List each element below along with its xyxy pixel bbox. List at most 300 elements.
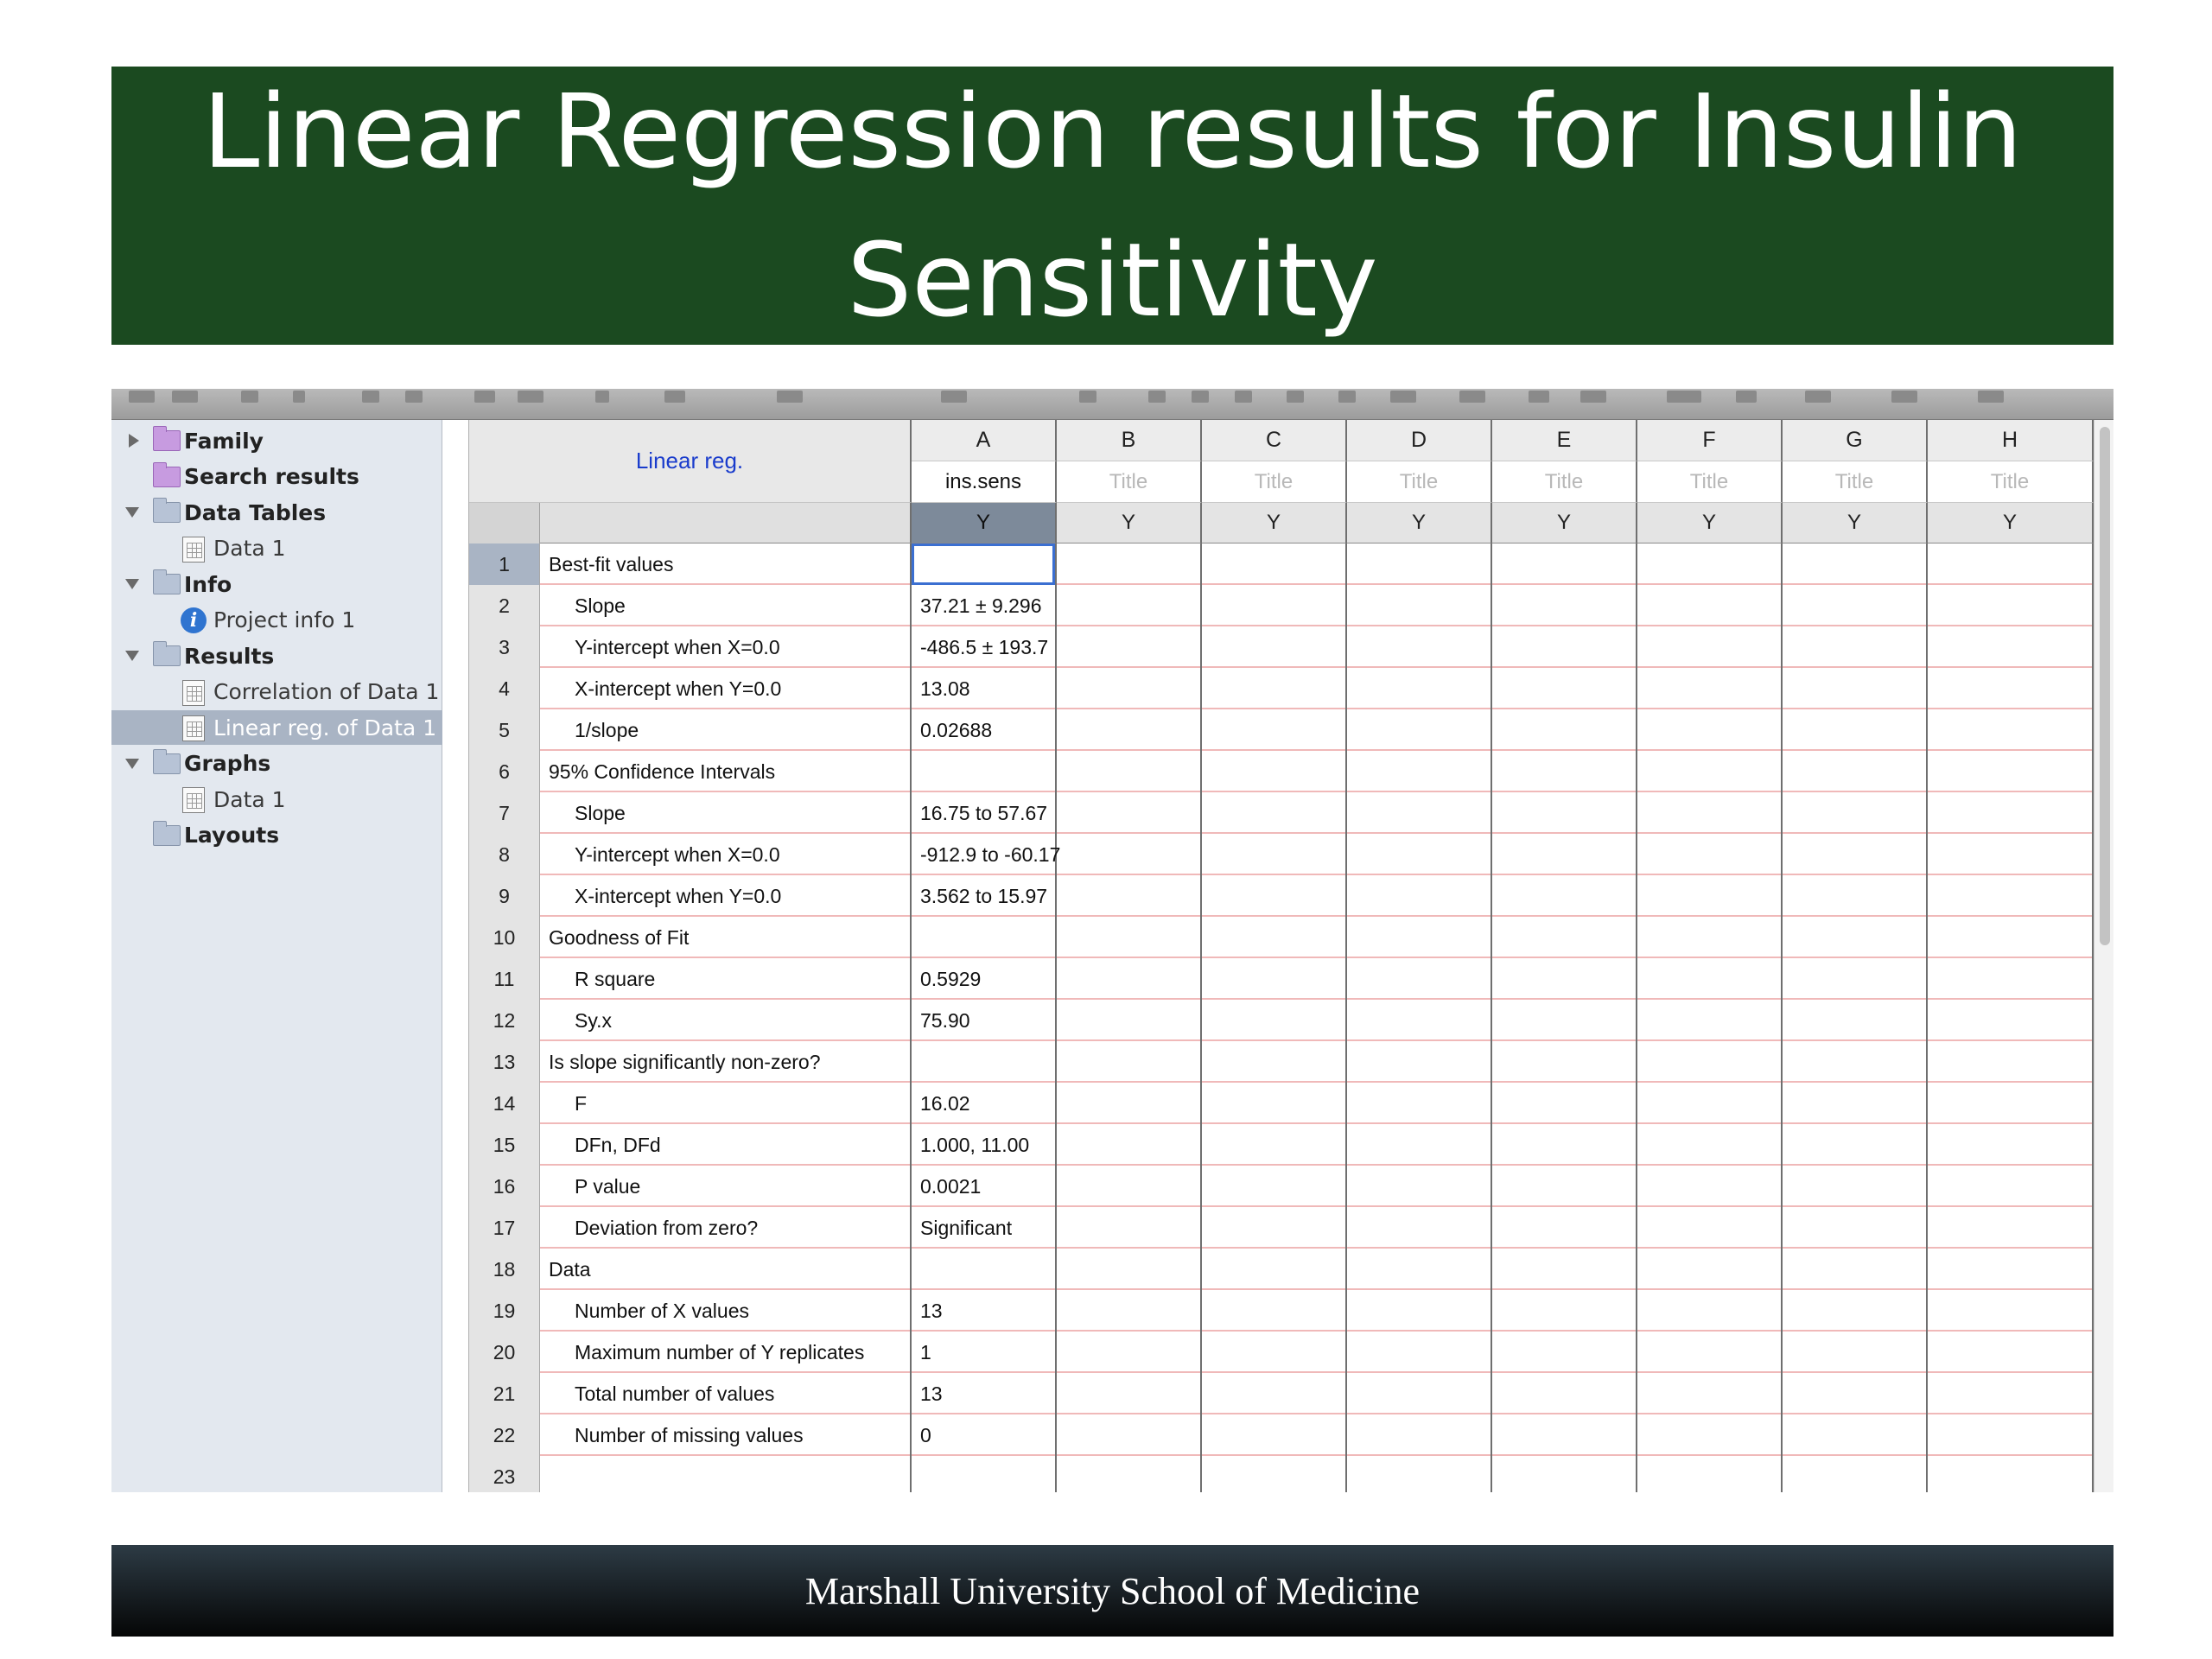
cell-h[interactable] [1928, 1332, 2094, 1373]
row-label[interactable]: 1/slope [540, 709, 912, 751]
cell-g[interactable] [1783, 1166, 1928, 1207]
cell-c[interactable] [1202, 792, 1347, 834]
cell-a[interactable]: 0 [912, 1414, 1057, 1456]
toolbar-button-icon[interactable] [1736, 391, 1757, 403]
toolbar-button-icon[interactable] [362, 391, 379, 403]
cell-g[interactable] [1783, 958, 1928, 1000]
cell-e[interactable] [1492, 1166, 1637, 1207]
cell-g[interactable] [1783, 1249, 1928, 1290]
cell-h[interactable] [1928, 1207, 2094, 1249]
cell-d[interactable] [1347, 585, 1492, 626]
cell-g[interactable] [1783, 1124, 1928, 1166]
cell-f[interactable] [1637, 1290, 1783, 1332]
cell-f[interactable] [1637, 585, 1783, 626]
cell-d[interactable] [1347, 792, 1492, 834]
cell-d[interactable] [1347, 875, 1492, 917]
row-label[interactable]: Sy.x [540, 1000, 912, 1041]
toolbar-button-icon[interactable] [405, 391, 423, 403]
cell-g[interactable] [1783, 834, 1928, 875]
row-label[interactable]: Deviation from zero? [540, 1207, 912, 1249]
cell-g[interactable] [1783, 1373, 1928, 1414]
cell-c[interactable] [1202, 1290, 1347, 1332]
cell-h[interactable] [1928, 1456, 2094, 1492]
toolbar-button-icon[interactable] [293, 391, 305, 403]
column-header-c[interactable]: C [1202, 420, 1347, 461]
cell-e[interactable] [1492, 1414, 1637, 1456]
column-title-f[interactable]: Title [1637, 461, 1783, 503]
nav-item-correlation-of-data-1[interactable] [111, 675, 442, 709]
cell-b[interactable] [1057, 1373, 1202, 1414]
cell-b[interactable] [1057, 751, 1202, 792]
cell-f[interactable] [1637, 751, 1783, 792]
cell-d[interactable] [1347, 626, 1492, 668]
cell-d[interactable] [1347, 1207, 1492, 1249]
row-label[interactable]: Goodness of Fit [540, 917, 912, 958]
toolbar-button-icon[interactable] [1235, 391, 1252, 403]
cell-a[interactable]: 0.5929 [912, 958, 1057, 1000]
row-label[interactable]: Is slope significantly non-zero? [540, 1041, 912, 1083]
cell-f[interactable] [1637, 1041, 1783, 1083]
cell-d[interactable] [1347, 958, 1492, 1000]
cell-e[interactable] [1492, 958, 1637, 1000]
cell-c[interactable] [1202, 543, 1347, 585]
nav-item-graphs[interactable] [111, 747, 442, 781]
toolbar-button-icon[interactable] [1148, 391, 1166, 403]
cell-f[interactable] [1637, 1414, 1783, 1456]
cell-h[interactable] [1928, 917, 2094, 958]
row-label[interactable]: X-intercept when Y=0.0 [540, 875, 912, 917]
vertical-scrollbar[interactable] [2094, 420, 2113, 1492]
cell-g[interactable] [1783, 792, 1928, 834]
disclosure-open-icon[interactable] [125, 579, 139, 589]
nav-item-project-info-1[interactable] [111, 603, 442, 638]
row-number[interactable]: 11 [469, 958, 540, 1000]
column-title-a[interactable]: ins.sens [912, 461, 1057, 503]
row-number[interactable]: 15 [469, 1124, 540, 1166]
column-subheader-f[interactable]: Y [1637, 503, 1783, 543]
cell-b[interactable] [1057, 543, 1202, 585]
column-subheader-d[interactable]: Y [1347, 503, 1492, 543]
row-label[interactable]: Maximum number of Y replicates [540, 1332, 912, 1373]
cell-h[interactable] [1928, 751, 2094, 792]
cell-d[interactable] [1347, 668, 1492, 709]
cell-a[interactable]: 1 [912, 1332, 1057, 1373]
toolbar-button-icon[interactable] [129, 391, 155, 403]
cell-d[interactable] [1347, 709, 1492, 751]
cell-e[interactable] [1492, 917, 1637, 958]
cell-g[interactable] [1783, 626, 1928, 668]
cell-h[interactable] [1928, 792, 2094, 834]
column-header-h[interactable]: H [1928, 420, 2094, 461]
cell-c[interactable] [1202, 1249, 1347, 1290]
column-header-g[interactable]: G [1783, 420, 1928, 461]
cell-g[interactable] [1783, 1414, 1928, 1456]
row-number[interactable]: 14 [469, 1083, 540, 1124]
cell-h[interactable] [1928, 709, 2094, 751]
row-label[interactable]: Best-fit values [540, 543, 912, 585]
cell-g[interactable] [1783, 1332, 1928, 1373]
column-title-d[interactable]: Title [1347, 461, 1492, 503]
cell-b[interactable] [1057, 1000, 1202, 1041]
row-number[interactable]: 3 [469, 626, 540, 668]
cell-e[interactable] [1492, 1373, 1637, 1414]
row-label[interactable]: P value [540, 1166, 912, 1207]
cell-e[interactable] [1492, 1000, 1637, 1041]
cell-d[interactable] [1347, 751, 1492, 792]
cell-a[interactable]: -912.9 to -60.17 [912, 834, 1057, 875]
cell-e[interactable] [1492, 875, 1637, 917]
cell-b[interactable] [1057, 1083, 1202, 1124]
toolbar-button-icon[interactable] [1459, 391, 1485, 403]
cell-f[interactable] [1637, 1332, 1783, 1373]
cell-c[interactable] [1202, 585, 1347, 626]
row-label[interactable]: Slope [540, 585, 912, 626]
toolbar-button-icon[interactable] [664, 391, 685, 403]
row-label[interactable]: Data [540, 1249, 912, 1290]
cell-e[interactable] [1492, 668, 1637, 709]
row-label[interactable]: F [540, 1083, 912, 1124]
cell-f[interactable] [1637, 1166, 1783, 1207]
row-number[interactable]: 13 [469, 1041, 540, 1083]
cell-h[interactable] [1928, 1373, 2094, 1414]
cell-d[interactable] [1347, 1332, 1492, 1373]
row-label[interactable] [540, 1456, 912, 1492]
cell-a[interactable]: 13.08 [912, 668, 1057, 709]
toolbar-button-icon[interactable] [241, 391, 258, 403]
cell-h[interactable] [1928, 1290, 2094, 1332]
cell-g[interactable] [1783, 1000, 1928, 1041]
toolbar-button-icon[interactable] [1891, 391, 1917, 403]
column-header-a[interactable]: A [912, 420, 1057, 461]
cell-a[interactable]: 0.0021 [912, 1166, 1057, 1207]
cell-e[interactable] [1492, 709, 1637, 751]
cell-d[interactable] [1347, 1290, 1492, 1332]
column-subheader-a[interactable]: Y [912, 503, 1057, 543]
cell-a[interactable]: -486.5 ± 193.7 [912, 626, 1057, 668]
toolbar-button-icon[interactable] [1667, 391, 1701, 403]
row-number[interactable]: 22 [469, 1414, 540, 1456]
column-subheader-b[interactable]: Y [1057, 503, 1202, 543]
row-number[interactable]: 1 [469, 543, 540, 585]
cell-f[interactable] [1637, 1373, 1783, 1414]
column-subheader-g[interactable]: Y [1783, 503, 1928, 543]
cell-e[interactable] [1492, 751, 1637, 792]
cell-f[interactable] [1637, 792, 1783, 834]
row-label[interactable]: Total number of values [540, 1373, 912, 1414]
cell-h[interactable] [1928, 1000, 2094, 1041]
cell-h[interactable] [1928, 1124, 2094, 1166]
toolbar-button-icon[interactable] [474, 391, 495, 403]
row-label[interactable]: R square [540, 958, 912, 1000]
row-number[interactable]: 6 [469, 751, 540, 792]
cell-b[interactable] [1057, 626, 1202, 668]
cell-c[interactable] [1202, 1000, 1347, 1041]
nav-item-results[interactable] [111, 639, 442, 673]
cell-e[interactable] [1492, 1083, 1637, 1124]
cell-a[interactable] [912, 1249, 1057, 1290]
cell-b[interactable] [1057, 1414, 1202, 1456]
cell-b[interactable] [1057, 585, 1202, 626]
cell-h[interactable] [1928, 585, 2094, 626]
cell-d[interactable] [1347, 1000, 1492, 1041]
cell-g[interactable] [1783, 709, 1928, 751]
cell-f[interactable] [1637, 958, 1783, 1000]
row-number[interactable]: 7 [469, 792, 540, 834]
nav-item-family[interactable] [111, 423, 442, 458]
scrollbar-thumb[interactable] [2100, 427, 2110, 945]
toolbar-button-icon[interactable] [941, 391, 967, 403]
cell-e[interactable] [1492, 834, 1637, 875]
cell-f[interactable] [1637, 1456, 1783, 1492]
cell-d[interactable] [1347, 1414, 1492, 1456]
cell-f[interactable] [1637, 1124, 1783, 1166]
cell-h[interactable] [1928, 958, 2094, 1000]
cell-d[interactable] [1347, 1166, 1492, 1207]
row-number[interactable]: 23 [469, 1456, 540, 1492]
cell-c[interactable] [1202, 709, 1347, 751]
column-header-f[interactable]: F [1637, 420, 1783, 461]
cell-e[interactable] [1492, 585, 1637, 626]
cell-c[interactable] [1202, 1083, 1347, 1124]
row-number[interactable]: 10 [469, 917, 540, 958]
cell-b[interactable] [1057, 1249, 1202, 1290]
row-number[interactable]: 19 [469, 1290, 540, 1332]
cell-f[interactable] [1637, 543, 1783, 585]
cell-f[interactable] [1637, 917, 1783, 958]
row-number[interactable]: 21 [469, 1373, 540, 1414]
cell-e[interactable] [1492, 792, 1637, 834]
nav-item-info[interactable] [111, 567, 442, 601]
cell-c[interactable] [1202, 1166, 1347, 1207]
cell-f[interactable] [1637, 626, 1783, 668]
cell-g[interactable] [1783, 917, 1928, 958]
disclosure-closed-icon[interactable] [129, 434, 139, 448]
row-number[interactable]: 4 [469, 668, 540, 709]
cell-c[interactable] [1202, 1041, 1347, 1083]
cell-e[interactable] [1492, 626, 1637, 668]
cell-c[interactable] [1202, 1124, 1347, 1166]
cell-b[interactable] [1057, 709, 1202, 751]
row-label[interactable]: Y-intercept when X=0.0 [540, 626, 912, 668]
nav-item-layouts[interactable] [111, 818, 442, 853]
cell-b[interactable] [1057, 958, 1202, 1000]
column-subheader-e[interactable]: Y [1492, 503, 1637, 543]
row-number[interactable]: 8 [469, 834, 540, 875]
toolbar-button-icon[interactable] [1529, 391, 1549, 403]
cell-c[interactable] [1202, 1207, 1347, 1249]
cell-c[interactable] [1202, 668, 1347, 709]
column-header-e[interactable]: E [1492, 420, 1637, 461]
cell-h[interactable] [1928, 543, 2094, 585]
cell-a[interactable] [912, 1456, 1057, 1492]
cell-f[interactable] [1637, 1000, 1783, 1041]
cell-d[interactable] [1347, 834, 1492, 875]
toolbar-button-icon[interactable] [1338, 391, 1356, 403]
column-header-b[interactable]: B [1057, 420, 1202, 461]
cell-a[interactable]: 16.75 to 57.67 [912, 792, 1057, 834]
cell-f[interactable] [1637, 1249, 1783, 1290]
cell-c[interactable] [1202, 875, 1347, 917]
cell-g[interactable] [1783, 1456, 1928, 1492]
toolbar-button-icon[interactable] [1287, 391, 1304, 403]
cell-a[interactable]: 16.02 [912, 1083, 1057, 1124]
cell-c[interactable] [1202, 1456, 1347, 1492]
cell-g[interactable] [1783, 1041, 1928, 1083]
row-number[interactable]: 5 [469, 709, 540, 751]
nav-item-linear-reg-of-data-1[interactable] [111, 710, 442, 745]
cell-d[interactable] [1347, 543, 1492, 585]
cell-b[interactable] [1057, 1124, 1202, 1166]
cell-d[interactable] [1347, 1456, 1492, 1492]
cell-f[interactable] [1637, 834, 1783, 875]
cell-g[interactable] [1783, 1290, 1928, 1332]
cell-a[interactable]: 75.90 [912, 1000, 1057, 1041]
row-label[interactable]: Slope [540, 792, 912, 834]
cell-d[interactable] [1347, 1083, 1492, 1124]
toolbar-button-icon[interactable] [1805, 391, 1831, 403]
cell-b[interactable] [1057, 1290, 1202, 1332]
cell-a[interactable]: 37.21 ± 9.296 [912, 585, 1057, 626]
cell-b[interactable] [1057, 917, 1202, 958]
cell-h[interactable] [1928, 1166, 2094, 1207]
cell-h[interactable] [1928, 1083, 2094, 1124]
cell-d[interactable] [1347, 1041, 1492, 1083]
column-title-h[interactable]: Title [1928, 461, 2094, 503]
cell-f[interactable] [1637, 1207, 1783, 1249]
cell-b[interactable] [1057, 1332, 1202, 1373]
cell-f[interactable] [1637, 1083, 1783, 1124]
cell-c[interactable] [1202, 958, 1347, 1000]
cell-a[interactable] [912, 917, 1057, 958]
column-header-d[interactable]: D [1347, 420, 1492, 461]
cell-h[interactable] [1928, 1249, 2094, 1290]
cell-g[interactable] [1783, 668, 1928, 709]
cell-b[interactable] [1057, 1041, 1202, 1083]
cell-c[interactable] [1202, 1332, 1347, 1373]
cell-c[interactable] [1202, 751, 1347, 792]
cell-c[interactable] [1202, 1373, 1347, 1414]
cell-b[interactable] [1057, 1456, 1202, 1492]
cell-c[interactable] [1202, 1414, 1347, 1456]
cell-b[interactable] [1057, 792, 1202, 834]
cell-b[interactable] [1057, 834, 1202, 875]
cell-b[interactable] [1057, 1207, 1202, 1249]
cell-g[interactable] [1783, 585, 1928, 626]
toolbar-button-icon[interactable] [1978, 391, 2004, 403]
disclosure-open-icon[interactable] [125, 759, 139, 769]
column-subheader-c[interactable]: Y [1202, 503, 1347, 543]
cell-e[interactable] [1492, 1207, 1637, 1249]
cell-a[interactable]: Significant [912, 1207, 1057, 1249]
cell-b[interactable] [1057, 668, 1202, 709]
cell-d[interactable] [1347, 1373, 1492, 1414]
cell-a[interactable]: 1.000, 11.00 [912, 1124, 1057, 1166]
column-title-b[interactable]: Title [1057, 461, 1202, 503]
cell-d[interactable] [1347, 917, 1492, 958]
toolbar-button-icon[interactable] [1390, 391, 1416, 403]
row-label[interactable]: Number of missing values [540, 1414, 912, 1456]
cell-e[interactable] [1492, 1124, 1637, 1166]
cell-f[interactable] [1637, 875, 1783, 917]
row-label[interactable]: 95% Confidence Intervals [540, 751, 912, 792]
row-label[interactable]: Number of X values [540, 1290, 912, 1332]
nav-item-data-1[interactable] [111, 782, 442, 817]
row-number[interactable]: 18 [469, 1249, 540, 1290]
cell-h[interactable] [1928, 875, 2094, 917]
toolbar-button-icon[interactable] [518, 391, 543, 403]
cell-e[interactable] [1492, 543, 1637, 585]
cell-c[interactable] [1202, 917, 1347, 958]
toolbar-button-icon[interactable] [1580, 391, 1606, 403]
cell-d[interactable] [1347, 1249, 1492, 1290]
cell-e[interactable] [1492, 1249, 1637, 1290]
cell-b[interactable] [1057, 1166, 1202, 1207]
cell-e[interactable] [1492, 1290, 1637, 1332]
cell-b[interactable] [1057, 875, 1202, 917]
nav-item-data-tables[interactable] [111, 495, 442, 530]
toolbar-button-icon[interactable] [1079, 391, 1096, 403]
column-title-g[interactable]: Title [1783, 461, 1928, 503]
nav-item-data-1[interactable] [111, 531, 442, 566]
cell-h[interactable] [1928, 834, 2094, 875]
cell-h[interactable] [1928, 1041, 2094, 1083]
toolbar-button-icon[interactable] [1192, 391, 1209, 403]
cell-e[interactable] [1492, 1456, 1637, 1492]
row-number[interactable]: 12 [469, 1000, 540, 1041]
cell-h[interactable] [1928, 1414, 2094, 1456]
cell-a[interactable]: 0.02688 [912, 709, 1057, 751]
row-number[interactable]: 9 [469, 875, 540, 917]
cell-c[interactable] [1202, 834, 1347, 875]
toolbar-button-icon[interactable] [777, 391, 803, 403]
disclosure-open-icon[interactable] [125, 507, 139, 518]
column-title-e[interactable]: Title [1492, 461, 1637, 503]
row-label[interactable]: DFn, DFd [540, 1124, 912, 1166]
cell-a[interactable]: 3.562 to 15.97 [912, 875, 1057, 917]
cell-a[interactable] [912, 751, 1057, 792]
cell-c[interactable] [1202, 626, 1347, 668]
cell-a[interactable] [912, 1041, 1057, 1083]
row-number[interactable]: 20 [469, 1332, 540, 1373]
cell-a[interactable]: 13 [912, 1290, 1057, 1332]
row-number[interactable]: 16 [469, 1166, 540, 1207]
cell-a[interactable]: 13 [912, 1373, 1057, 1414]
nav-item-search-results[interactable] [111, 460, 442, 494]
analysis-title[interactable]: Linear reg. [635, 448, 744, 474]
cell-e[interactable] [1492, 1332, 1637, 1373]
cell-a[interactable] [912, 543, 1057, 585]
cell-g[interactable] [1783, 1083, 1928, 1124]
cell-d[interactable] [1347, 1124, 1492, 1166]
row-label[interactable]: Y-intercept when X=0.0 [540, 834, 912, 875]
disclosure-open-icon[interactable] [125, 651, 139, 661]
row-label[interactable]: X-intercept when Y=0.0 [540, 668, 912, 709]
cell-g[interactable] [1783, 543, 1928, 585]
row-number[interactable]: 17 [469, 1207, 540, 1249]
row-number[interactable]: 2 [469, 585, 540, 626]
cell-g[interactable] [1783, 875, 1928, 917]
cell-g[interactable] [1783, 751, 1928, 792]
cell-f[interactable] [1637, 709, 1783, 751]
cell-f[interactable] [1637, 668, 1783, 709]
cell-h[interactable] [1928, 668, 2094, 709]
column-subheader-h[interactable]: Y [1928, 503, 2094, 543]
cell-g[interactable] [1783, 1207, 1928, 1249]
column-title-c[interactable]: Title [1202, 461, 1347, 503]
toolbar-button-icon[interactable] [172, 391, 198, 403]
toolbar-button-icon[interactable] [595, 391, 609, 403]
cell-e[interactable] [1492, 1041, 1637, 1083]
